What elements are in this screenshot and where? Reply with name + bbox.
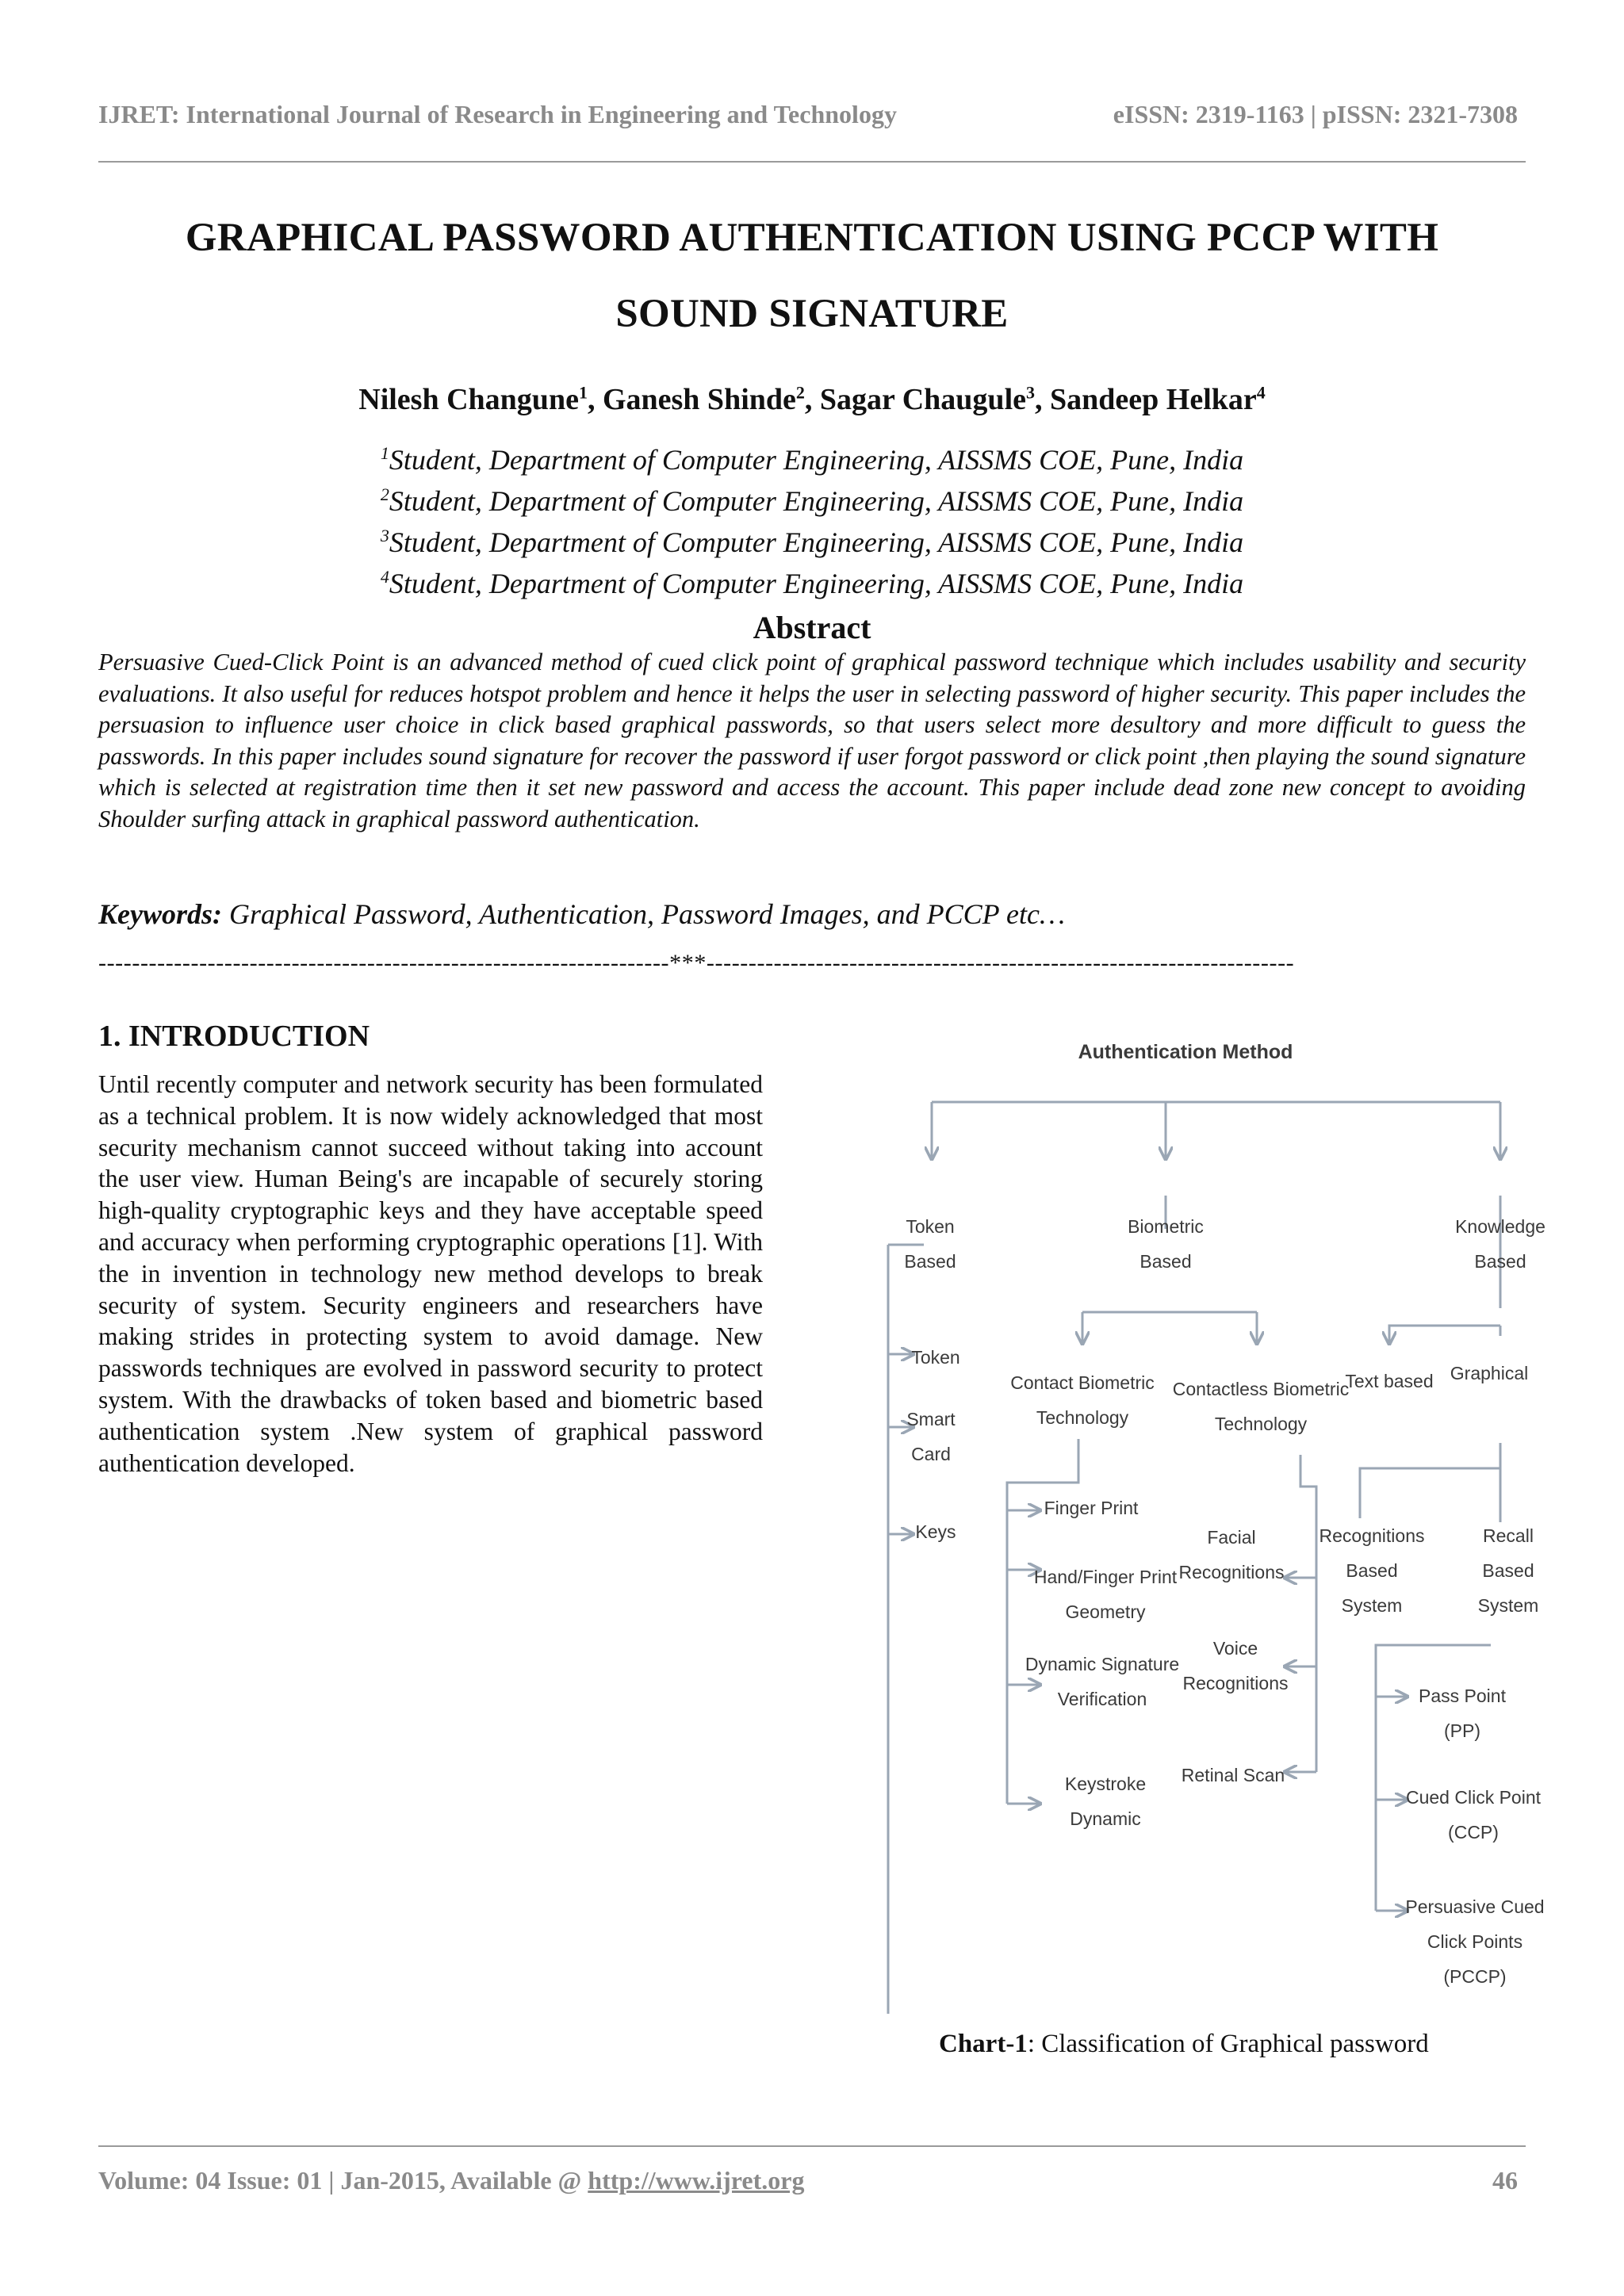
journal-link[interactable]: http://www.ijret.org	[588, 2166, 805, 2195]
author-sup: 3	[1026, 382, 1035, 403]
affiliation-line	[98, 519, 1526, 560]
paper-title	[98, 200, 1526, 352]
affiliation-sup: 3	[380, 526, 389, 545]
affiliation-line	[98, 436, 1526, 477]
affiliations	[98, 436, 1526, 601]
node-graphical: Graphical	[1450, 1363, 1529, 1383]
node-text-based: Text based	[1345, 1371, 1434, 1391]
node-contact-child: Hand/Finger Print Geometry	[1033, 1567, 1178, 1622]
node-token-child: Smart Card	[906, 1409, 956, 1464]
abstract-heading: Abstract	[753, 610, 871, 645]
connector	[1389, 1326, 1500, 1332]
author-name: Sagar Chaugule	[819, 383, 1026, 416]
node-token-child: Token	[911, 1347, 960, 1368]
affiliation-text: Student, Department of Computer Engineering, AISSMS COE, Pune, India	[389, 485, 1244, 517]
classification-diagram	[856, 1023, 1554, 2014]
affiliation-text: Student, Department of Computer Engineering, AISSMS COE, Pune, India	[389, 526, 1244, 558]
journal-header: IJRET: International Journal of Research in Engineering and Technology	[98, 100, 897, 128]
chart-caption	[939, 2030, 1429, 2059]
author-name: Nilesh Changune	[358, 383, 579, 416]
node-recall-child: Pass Point (PP)	[1419, 1686, 1506, 1741]
node-token-child: Keys	[915, 1521, 956, 1542]
author-sep: ,	[804, 383, 820, 416]
author-sup: 4	[1256, 382, 1266, 403]
keywords	[98, 897, 1526, 931]
footer-volume-text: Volume: 04 Issue: 01 | Jan-2015, Available @	[98, 2166, 588, 2195]
affiliation-text: Student, Department of Computer Engineering, AISSMS COE, Pune, India	[389, 444, 1244, 476]
section-heading-introduction: 1. INTRODUCTION	[98, 1020, 370, 1053]
node-contactless-child: Voice Recognitions	[1182, 1638, 1289, 1693]
introduction-text: Until recently computer and network security has been formulated as a technical problem. It is now widely acknowledged that most security mechanism cannot succeed without taking into account the user view. Human Being's are incapable of securely storing high-quality cryptographic keys and they have acceptable speed and accuracy when performing cryptographic operations [1]. With the in invention in technology new method develops to break security of system. Security engineers and researchers have making strides in protecting system to avoid damage. New passwords techniques are evolved in password security to protect system. With the drawbacks of token based and biometric based authentication system .New system of graphical password authentication developed.	[98, 1070, 763, 1477]
diagram-labels	[904, 1216, 1545, 1987]
diagram-title: Authentication Method	[1078, 1041, 1293, 1063]
title-line-2: SOUND SIGNATURE	[615, 292, 1009, 336]
affiliation-line	[98, 560, 1526, 601]
author-name: Ganesh Shinde	[602, 383, 796, 416]
node-recall-child: Persuasive Cued Click Points (PCCP)	[1405, 1896, 1545, 1987]
node-contact-child: Keystroke Dynamic	[1064, 1774, 1147, 1829]
chart-caption-text: : Classification of Graphical password	[1027, 2030, 1429, 2058]
connector	[1360, 1443, 1500, 1518]
node-contact-biometric: Contact Biometric Technology	[1010, 1372, 1155, 1428]
author-sep: ,	[1035, 383, 1050, 416]
abstract-text: Persuasive Cued-Click Point is an advanced method of cued click point of graphical password technique which includes usability and security evaluations. It also useful for reduces hotspot problem and hence it helps the user in selecting password of higher security. This paper includes the persuasion to influence user choice in click based graphical passwords, so that users select more desultory and more difficult to guess the passwords. In this paper includes sound signature for recover the password if user forgot password or click point ,then playing the sound signature which is selected at registration time then it set new password and access the account. This paper include dead zone new concept to avoiding Shoulder surfing attack in graphical password authentication.	[98, 649, 1526, 832]
node-recall-child: Cued Click Point (CCP)	[1405, 1787, 1542, 1843]
diagram-connectors	[888, 1102, 1500, 2014]
chart-caption-label: Chart-1	[939, 2030, 1028, 2058]
node-contact-child: Finger Print	[1044, 1498, 1139, 1518]
page-number: 46	[1492, 2166, 1518, 2195]
affiliation-sup: 4	[380, 567, 389, 587]
affiliation-sup: 2	[380, 484, 389, 504]
node-biometric-based: Biometric Based	[1128, 1216, 1204, 1272]
footer-volume	[98, 2166, 804, 2195]
connector	[1300, 1455, 1316, 1772]
author-sup: 1	[578, 382, 588, 403]
node-contactless-child: Retinal Scan	[1181, 1765, 1285, 1785]
author-sep: ,	[587, 383, 603, 416]
affiliation-sup: 1	[380, 443, 389, 463]
node-contactless-child: Facial Recognitions	[1178, 1527, 1285, 1582]
node-contactless-biometric: Contactless Biometric Technology	[1172, 1379, 1350, 1434]
affiliation-text: Student, Department of Computer Engineering, AISSMS COE, Pune, India	[389, 568, 1244, 599]
node-contact-child: Dynamic Signature Verification	[1025, 1654, 1180, 1709]
footer-rule	[98, 2145, 1526, 2147]
header-rule	[98, 161, 1526, 163]
node-recall-based: Recall Based System	[1477, 1525, 1539, 1616]
issn-header: eISSN: 2319-1163 | pISSN: 2321-7308	[1113, 100, 1518, 128]
section-separator: --------------------------------------------------------------------***----------------------------------------------------------------------	[98, 950, 1295, 976]
affiliation-line	[98, 477, 1526, 519]
node-knowledge-based: Knowledge Based	[1455, 1216, 1545, 1272]
title-line-1: GRAPHICAL PASSWORD AUTHENTICATION USING PCCP WITH	[185, 216, 1439, 260]
keywords-label: Keywords:	[98, 898, 222, 930]
node-token-based: Token Based	[904, 1216, 956, 1272]
keywords-text: Graphical Password, Authentication, Password Images, and PCCP etc…	[222, 898, 1065, 930]
author-sup: 2	[795, 382, 805, 403]
author-list	[98, 382, 1526, 417]
author-name: Sandeep Helkar	[1050, 383, 1257, 416]
node-recognition-based: Recognitions Based System	[1319, 1525, 1425, 1616]
